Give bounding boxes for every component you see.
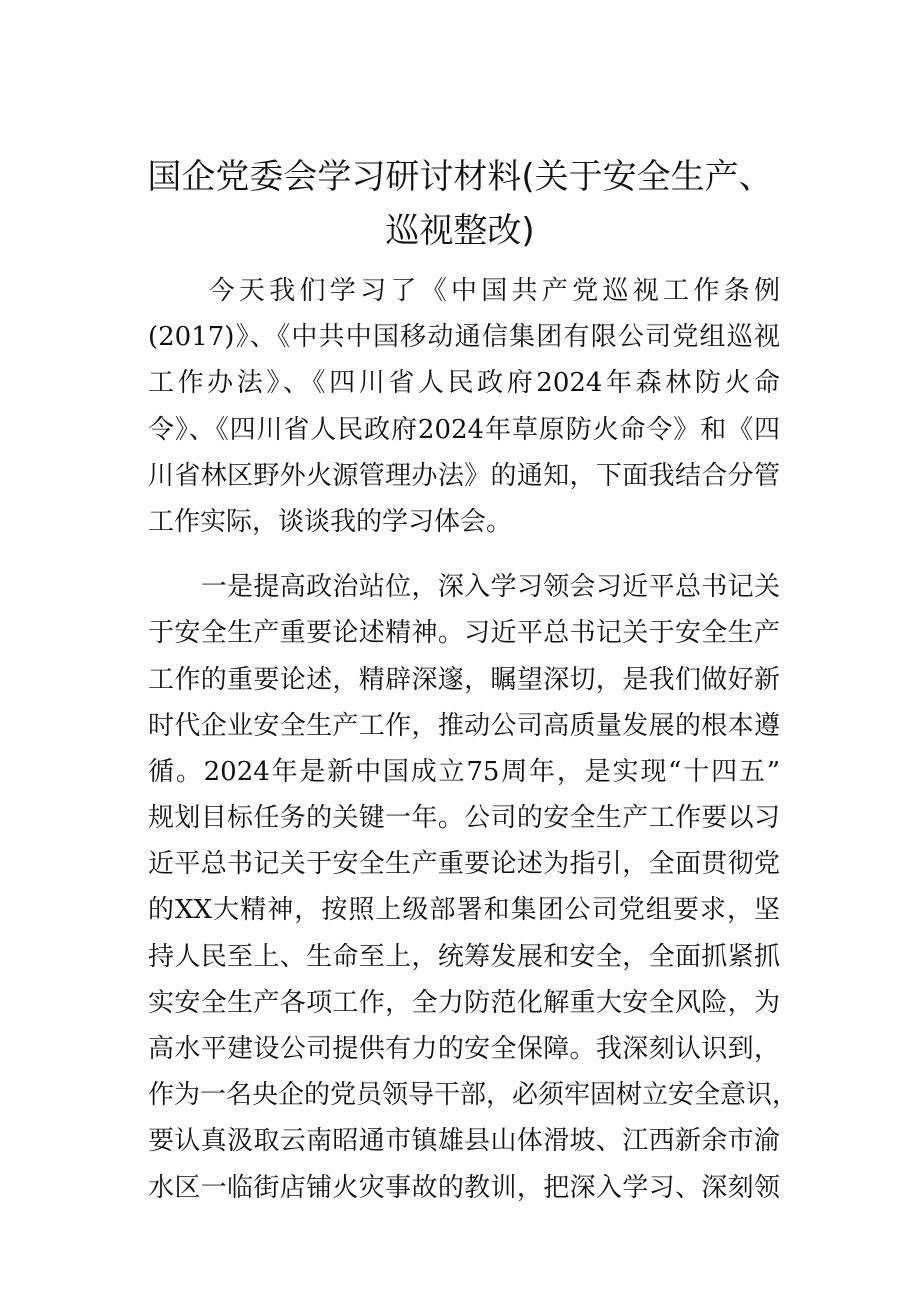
paragraph-line: 令》、《四川省人民政府2024年草原防火命令》和《四 [148, 414, 780, 445]
paragraph-line: 规划目标任务的关键一年。公司的安全生产工作要以习 [148, 803, 780, 834]
paragraph-line: 于安全生产重要论述精神。习近平总书记关于安全生产 [148, 618, 780, 649]
paragraph-line: 高水平建设公司提供有力的安全保障。我深刻认识到， [148, 1034, 780, 1064]
paragraph-line: 工作实际，谈谈我的学习体会。 [148, 506, 513, 537]
paragraph-2 [148, 564, 799, 1211]
paragraph-line: 一是提高政治站位，深入学习领会习近平总书记关 [148, 572, 780, 603]
paragraph-line: 今天我们学习了《中国共产党巡视工作条例 [148, 276, 780, 306]
paragraph-line: 时代企业安全生产工作，推动公司高质量发展的根本遵 [148, 710, 780, 741]
paragraph-line: 持人民至上、生命至上，统筹发展和安全，全面抓紧抓 [148, 941, 780, 972]
paragraph-line: (2017)》、《中共中国移动通信集团有限公司党组巡视 [148, 322, 780, 353]
paragraph-line: 循。2024年是新中国成立75周年，是实现“十四五” [148, 756, 780, 787]
paragraph-line: 的XX大精神，按照上级部署和集团公司党组要求，坚 [148, 895, 780, 926]
paragraph-line: 水区一临街店铺火灾事故的教训，把深入学习、深刻领 [148, 1172, 780, 1203]
paragraph-spacer [148, 545, 780, 564]
document-title-line-2: 巡视整改) [385, 211, 535, 251]
paragraph-line: 作为一名央企的党员领导干部，必须牢固树立安全意识， [148, 1080, 799, 1111]
document-body [148, 268, 799, 1211]
paragraph-line: 川省林区野外火源管理办法》的通知，下面我结合分管 [148, 460, 780, 491]
paragraph-line: 要认真汲取云南昭通市镇雄县山体滑坡、江西新余市渝 [148, 1126, 780, 1157]
paragraph-line: 工作办法》、《四川省人民政府2024年森林防火命 [148, 368, 780, 399]
paragraph-1 [148, 268, 780, 545]
paragraph-line: 近平总书记关于安全生产重要论述为指引，全面贯彻党 [148, 849, 780, 880]
paragraph-line: 工作的重要论述，精辟深邃，瞩望深切，是我们做好新 [148, 664, 780, 695]
paragraph-line: 实安全生产各项工作，全力防范化解重大安全风险，为 [148, 987, 780, 1018]
document-title-line-1: 国企党委会学习研讨材料(关于安全生产、 [147, 157, 773, 197]
